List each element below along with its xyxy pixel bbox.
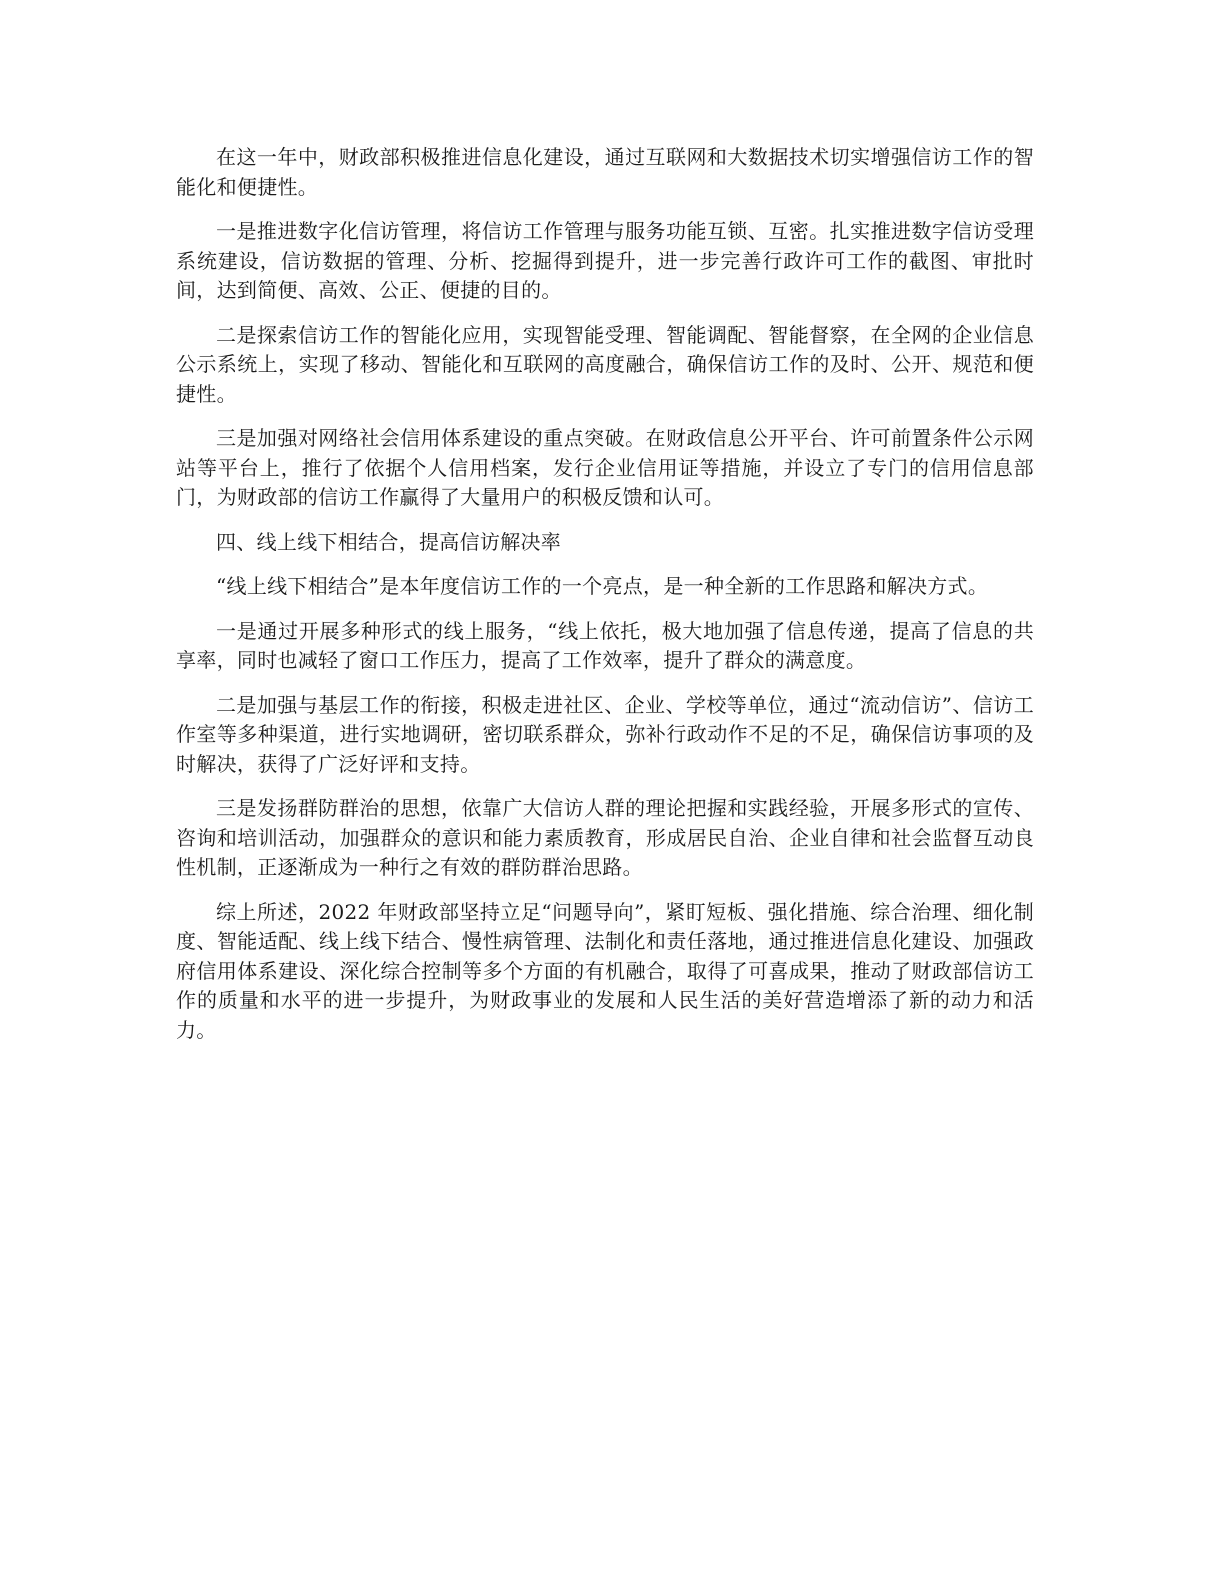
paragraph-section-4-point-2: 二是加强与基层工作的衔接，积极走进社区、企业、学校等单位，通过“流动信访”、信访工作室等多种渠道，进行实地调研，密切联系群众，弥补行政动作不足的不足，确保信访事项的及时解决，获得了广泛好评和支持。 xyxy=(176,692,1034,776)
paragraph-section-4-point-1: 一是通过开展多种形式的线上服务，“线上依托，极大地加强了信息传递，提高了信息的共享率，同时也减轻了窗口工作压力，提高了工作效率，提升了群众的满意度。 xyxy=(176,618,1034,672)
paragraph-section-4-intro: “线上线下相结合”是本年度信访工作的一个亮点，是一种全新的工作思路和解决方式。 xyxy=(216,574,989,598)
section-heading-4: 四、线上线下相结合，提高信访解决率 xyxy=(216,529,562,554)
paragraph-point-3: 三是加强对网络社会信用体系建设的重点突破。在财政信息公开平台、许可前置条件公示网站等平台上，推行了依据个人信用档案，发行企业信用证等措施，并设立了专门的信用信息部门，为财政部的信访工作赢得了大量用户的积极反馈和认可。 xyxy=(176,426,1034,509)
paragraph-section-4-point-3: 三是发扬群防群治的思想，依靠广大信访人群的理论把握和实践经验，开展多形式的宣传、咨询和培训活动，加强群众的意识和能力素质教育，形成居民自治、企业自律和社会监督互动良性机制，正逐渐成为一种行之有效的群防群治思路。 xyxy=(176,796,1034,879)
document-body xyxy=(176,143,1034,1060)
paragraph-intro: 在这一年中，财政部积极推进信息化建设，通过互联网和大数据技术切实增强信访工作的智能化和便捷性。 xyxy=(176,145,1034,199)
paragraph-summary: 综上所述，2022 年财政部坚持立足“问题导向”，紧盯短板、强化措施、综合治理、细化制度、智能适配、线上线下结合、慢性病管理、法制化和责任落地，通过推进信息化建设、加强政府信用体系建设、深化综合控制等多个方面的有机融合，取得了可喜成果，推动了财政部信访工作的质量和水平的进一步提升，为财政事业的发展和人民生活的美好营造增添了新的动力和活力。 xyxy=(176,899,1034,1042)
paragraph-point-1: 一是推进数字化信访管理，将信访工作管理与服务功能互锁、互密。扎实推进数字信访受理系统建设，信访数据的管理、分析、挖掘得到提升，进一步完善行政许可工作的截图、审批时间，达到简便、高效、公正、便捷的目的。 xyxy=(176,219,1034,302)
paragraph-point-2: 二是探索信访工作的智能化应用，实现智能受理、智能调配、智能督察，在全网的企业信息公示系统上，实现了移动、智能化和互联网的高度融合，确保信访工作的及时、公开、规范和便捷性。 xyxy=(176,322,1034,406)
